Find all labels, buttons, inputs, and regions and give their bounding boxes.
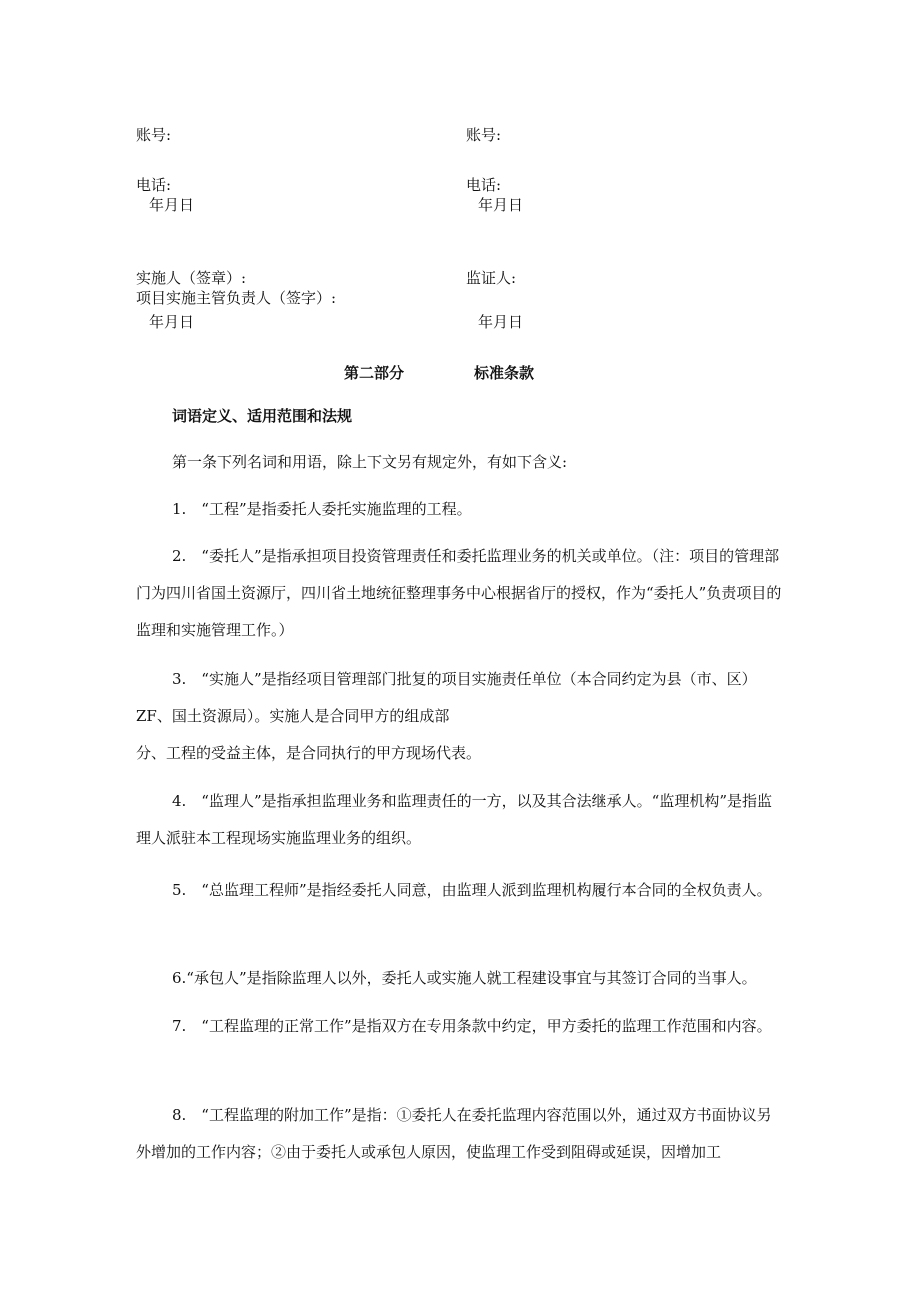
witness-signature-label: 监证人: xyxy=(466,269,517,287)
section-title: 标准条款 xyxy=(474,364,535,382)
project-manager-signature-label: 项目实施主管负责人（签字）: xyxy=(136,289,337,307)
definition-4-supervisor: 4. “监理人”是指承担监理业务和监理责任的一方，以及其合法继承人。“监理机构”是指监理人派驻本工程现场实施监理业务的组织。 xyxy=(136,792,772,847)
definition-6-contractor: 6.“承包人”是指除监理人以外，委托人或实施人就工程建设事宜与其签订合同的当事人。 xyxy=(172,969,757,987)
definition-8-additional-work: 8. “工程监理的附加工作”是指：①委托人在委托监理内容范围以外，通过双方书面协议另外增加的工作内容；②由于委托人或承包人原因，使监理工作受到阻碍或延误，因增加工 xyxy=(136,1106,772,1161)
section-part-label: 第二部分 xyxy=(344,364,405,382)
definition-3-continuation: 分、工程的受益主体，是合同执行的甲方现场代表。 xyxy=(136,744,482,762)
definition-5-chief-engineer: 5. “总监理工程师”是指经委托人同意，由监理人派到监理机构履行本合同的全权负责人。 xyxy=(172,881,772,899)
definitions-subheading: 词语定义、适用范围和法规 xyxy=(172,407,353,425)
right-date-2: 年月日 xyxy=(478,313,524,331)
definition-2-client: 2. “委托人”是指承担项目投资管理责任和委托监理业务的机关或单位。（注：项目的管理部门为四川省国土资源厅，四川省土地统征整理事务中心根据省厅的授权，作为“委托人”负责项目的监理和实施管理工作。） xyxy=(136,547,782,639)
right-account-label: 账号: xyxy=(466,126,502,144)
left-phone-label: 电话: xyxy=(136,176,172,194)
right-phone-label: 电话: xyxy=(466,176,502,194)
implementer-signature-label: 实施人（签章）: xyxy=(136,269,247,287)
article-one-intro: 第一条下列名词和用语，除上下文另有规定外，有如下含义: xyxy=(172,453,568,471)
right-date-1: 年月日 xyxy=(478,196,524,214)
left-date-1: 年月日 xyxy=(149,196,195,214)
definition-3-implementer: 3. “实施人”是指经项目管理部门批复的项目实施责任单位（本合同约定为县（市、区）ZF、国土资源局）。实施人是合同甲方的组成部 xyxy=(136,670,757,725)
definition-7-normal-work: 7. “工程监理的正常工作”是指双方在专用条款中约定，甲方委托的监理工作范围和内容。 xyxy=(172,1017,772,1035)
left-date-2: 年月日 xyxy=(149,313,195,331)
left-account-label: 账号: xyxy=(136,126,172,144)
definition-1-project: 1. “工程”是指委托人委托实施监理的工程。 xyxy=(172,500,472,518)
